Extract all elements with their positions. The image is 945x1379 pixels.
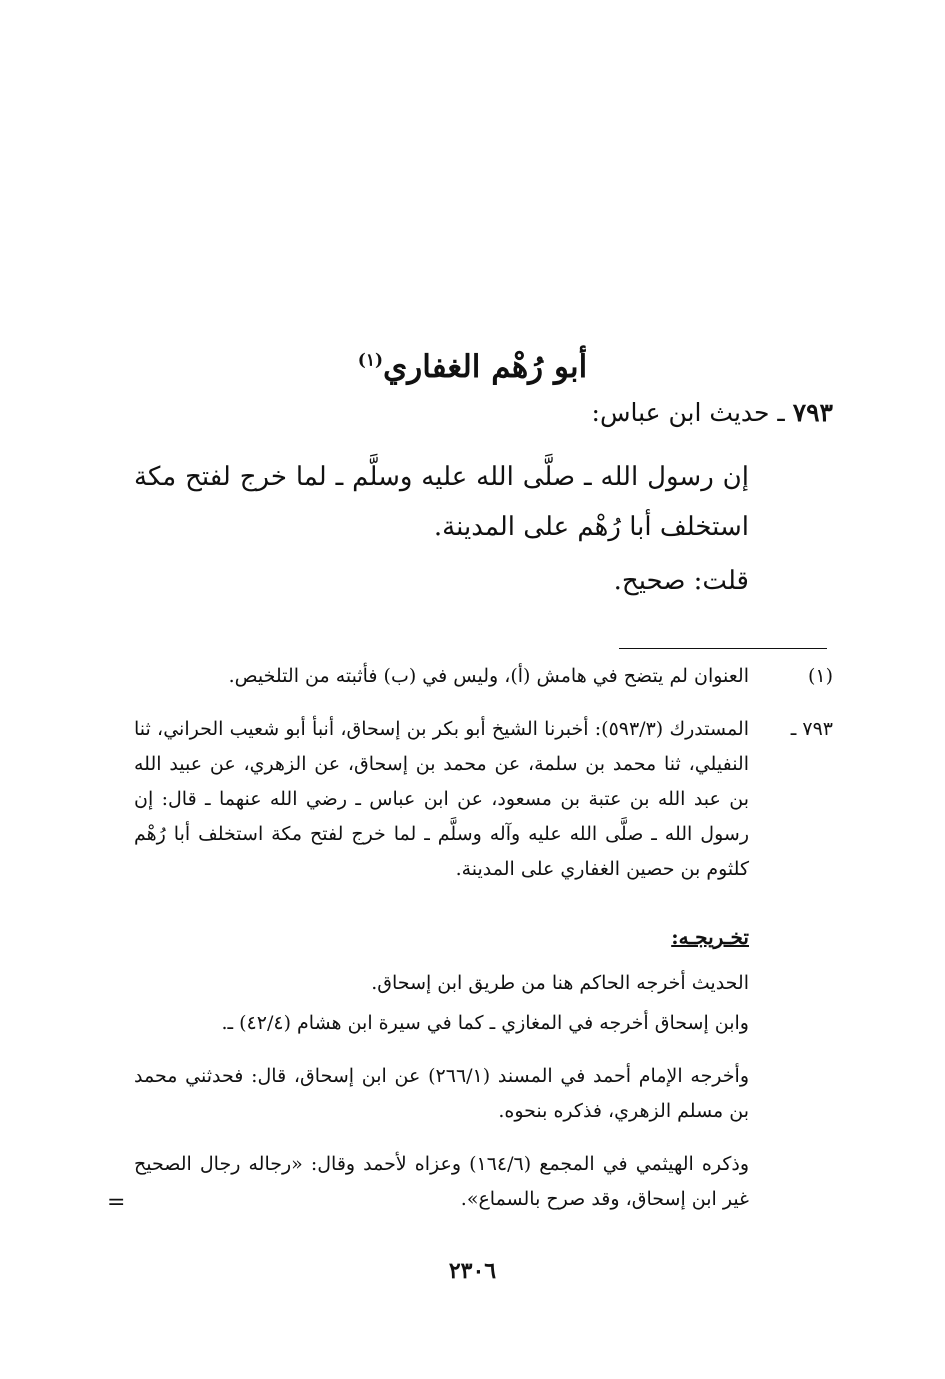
footnote-divider (619, 648, 827, 649)
hadith-heading: ٧٩٣ ـ حديث ابن عباس: (591, 398, 833, 427)
hadith-verdict: قلت: صحيح. (613, 566, 749, 596)
footnote-1-marker: (١) (807, 665, 833, 687)
takhrij-paragraph-1: الحديث أخرجه الحاكم هنا من طريق ابن إسحاق. (371, 972, 749, 994)
title-text: أبو رُهْم الغفاري (383, 348, 588, 385)
hadith-number: ٧٩٣ (792, 398, 833, 427)
footnote-2-marker: ٧٩٣ ـ (790, 718, 833, 740)
title-footnote-marker: (١) (357, 350, 384, 371)
footnote-1-text: العنوان لم يتضح في هامش (أ)، وليس في (ب) فأثبته من التلخيص. (228, 665, 749, 687)
page-number: ٢٣٠٦ (448, 1258, 497, 1284)
takhrij-paragraph-3: وأخرجه الإمام أحمد في المسند (٢٦٦/١) عن ابن إسحاق، قال: فحدثني محمد بن مسلم الزهري، فذكره بنحوه. (134, 1065, 749, 1122)
page-title (0, 349, 945, 385)
footnote-1 (50, 659, 833, 694)
footnote-2-text: المستدرك (٥٩٣/٣): أخبرنا الشيخ أبو بكر بن إسحاق، أنبأ أبو شعيب الحراني، ثنا النفيلي، ثنا محمد بن سلمة، عن محمد بن إسحاق، عن الزهري، عن عبيد الله بن عبد الله بن عتبة بن مسعود، عن ابن عباس ـ رضي الله عنهما ـ قال: إن رسول الله ـ صلَّى الله عليه وآله وسلَّم ـ لما خرج لفتح مكة استخلف أبا رُهْم كلثوم بن حصين الغفاري على المدينة. (134, 718, 750, 880)
takhrij-paragraph-4: وذكره الهيثمي في المجمع (١٦٤/٦) وعزاه لأحمد وقال: «رجاله رجال الصحيح غير ابن إسحاق، وقد صرح بالسماع». (134, 1153, 749, 1210)
hadith-text: إن رسول الله ـ صلَّى الله عليه وسلَّم ـ لما خرج لفتح مكة استخلف أبا رُهْم على المدينة. (134, 462, 749, 542)
takhrij-heading: تخـريجـه: (671, 925, 749, 949)
footnote-2 (50, 712, 833, 912)
takhrij-paragraph-2: وابن إسحاق أخرجه في المغازي ـ كما في سيرة ابن هشام (٤٢/٤) ـ. (221, 1012, 749, 1034)
hadith-heading-text: حديث ابن عباس: (591, 398, 770, 427)
continuation-mark: = (107, 1190, 126, 1215)
